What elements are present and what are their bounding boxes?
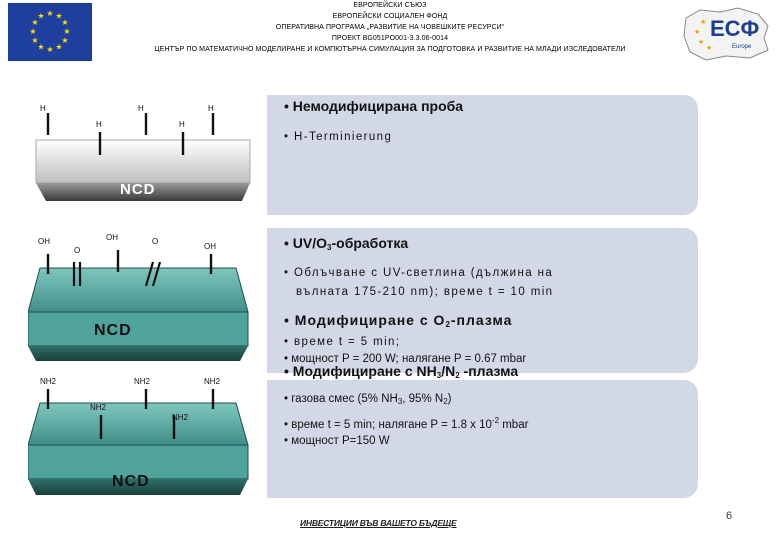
atom-label: H <box>138 104 144 113</box>
atom-label: H <box>40 104 46 113</box>
section-title-o2-plasma: • Модифициране с $O_2$-плазма <box>284 312 513 329</box>
project-header <box>100 0 680 55</box>
atom-label: H <box>208 104 214 113</box>
atom-label: H <box>179 120 185 129</box>
header-line-project: ПРОЕКТ BG051PO001-3.3.06-0014 <box>331 35 449 42</box>
esf-logo-subtext: Europe <box>732 44 752 50</box>
atom-label: O <box>74 246 81 255</box>
ncd-label: NCD <box>94 322 132 339</box>
atom-label: OH <box>204 242 216 251</box>
header-line-centre: ЦЕНТЪР ПО МАТЕМАТИЧНО МОДЕЛИРАНЕ И КОМПЮТЪРНА СИМУЛАЦИЯ ЗА ПОДГОТОВКА И РАЗВИТИЕ НА МЛАДИ ИЗСЛЕДОВАТЕЛИ <box>154 46 626 53</box>
section-item-continued: вълната 175-210 nm); време t = 10 min <box>296 286 554 298</box>
svg-text:★: ★ <box>37 11 45 21</box>
header-line-programme: ОПЕРАТИВНА ПРОГРАМА „РАЗВИТИЕ НА ЧОВЕШКИТЕ РЕСУРСИ“ <box>275 24 505 31</box>
svg-text:★: ★ <box>700 18 707 26</box>
atom-label: NH2 <box>90 403 107 412</box>
header-line-esf: ЕВРОПЕЙСКИ СОЦИАЛЕН ФОНД <box>332 13 448 20</box>
ncd-label: NCD <box>120 181 156 198</box>
atom-label: NH2 <box>172 413 189 422</box>
ncd-block-aminated <box>28 373 258 498</box>
svg-text:★: ★ <box>31 36 39 45</box>
atom-label: NH2 <box>40 377 57 386</box>
ncd-block-h-terminated <box>28 95 258 205</box>
svg-text:★: ★ <box>37 42 45 52</box>
atom-label: OH <box>106 233 118 242</box>
section-item: • H-Terminierung <box>284 131 393 143</box>
atom-label: NH2 <box>134 377 151 386</box>
section-item: • време t = 5 min; налягане P = 1.8 x $10^{-2}$ mbar <box>284 416 529 431</box>
eu-flag-logo <box>8 3 92 61</box>
section-item: • мощност P=150 W <box>284 435 390 447</box>
header-line-eu: ЕВРОПЕЙСКИ СЪЮЗ <box>353 2 427 9</box>
svg-text:★: ★ <box>61 18 69 27</box>
svg-text:★: ★ <box>31 18 39 27</box>
svg-text:★: ★ <box>55 11 63 21</box>
atom-label: OH <box>38 237 50 246</box>
esf-logo-text: ЕСФ <box>710 16 760 41</box>
svg-text:★: ★ <box>698 38 705 46</box>
section-item: • мощност P = 200 W; налягане P = 0.67 mbar <box>284 353 527 365</box>
svg-text:★: ★ <box>46 9 54 18</box>
atom-label: H <box>96 120 102 129</box>
svg-text:★: ★ <box>46 45 54 54</box>
section-item: • време t = 5 min; <box>284 336 401 348</box>
svg-text:★: ★ <box>29 27 37 36</box>
section-item: • газова смес (5% $NH_3$, 95% $N_2$) <box>284 393 452 406</box>
ncd-label: NCD <box>112 473 150 490</box>
footer-slogan: ИНВЕСТИЦИИ ВЪВ ВАШЕТО БЪДЕЩЕ <box>300 518 457 528</box>
atom-label: O <box>152 237 159 246</box>
section-title-unmodified: • Немодифицирана проба <box>284 98 464 114</box>
svg-text:★: ★ <box>63 27 71 36</box>
page-number: 6 <box>726 510 733 522</box>
svg-text:★: ★ <box>55 42 63 52</box>
svg-text:★: ★ <box>706 44 713 52</box>
esf-logo <box>680 4 772 62</box>
section-title-uv-ozone: • $UV/O_3$-обработка <box>284 235 409 252</box>
ncd-slab-teal <box>28 228 258 363</box>
atom-label: NH2 <box>204 377 221 386</box>
section-title-nh3-plasma: • Модифициране с $NH_3/N_2$ -плазма <box>284 363 519 380</box>
svg-text:★: ★ <box>61 36 69 45</box>
svg-text:★: ★ <box>694 28 701 36</box>
ncd-block-oxidised <box>28 228 258 363</box>
section-item: • Облъчване с UV-светлина (дължина на <box>284 267 554 279</box>
